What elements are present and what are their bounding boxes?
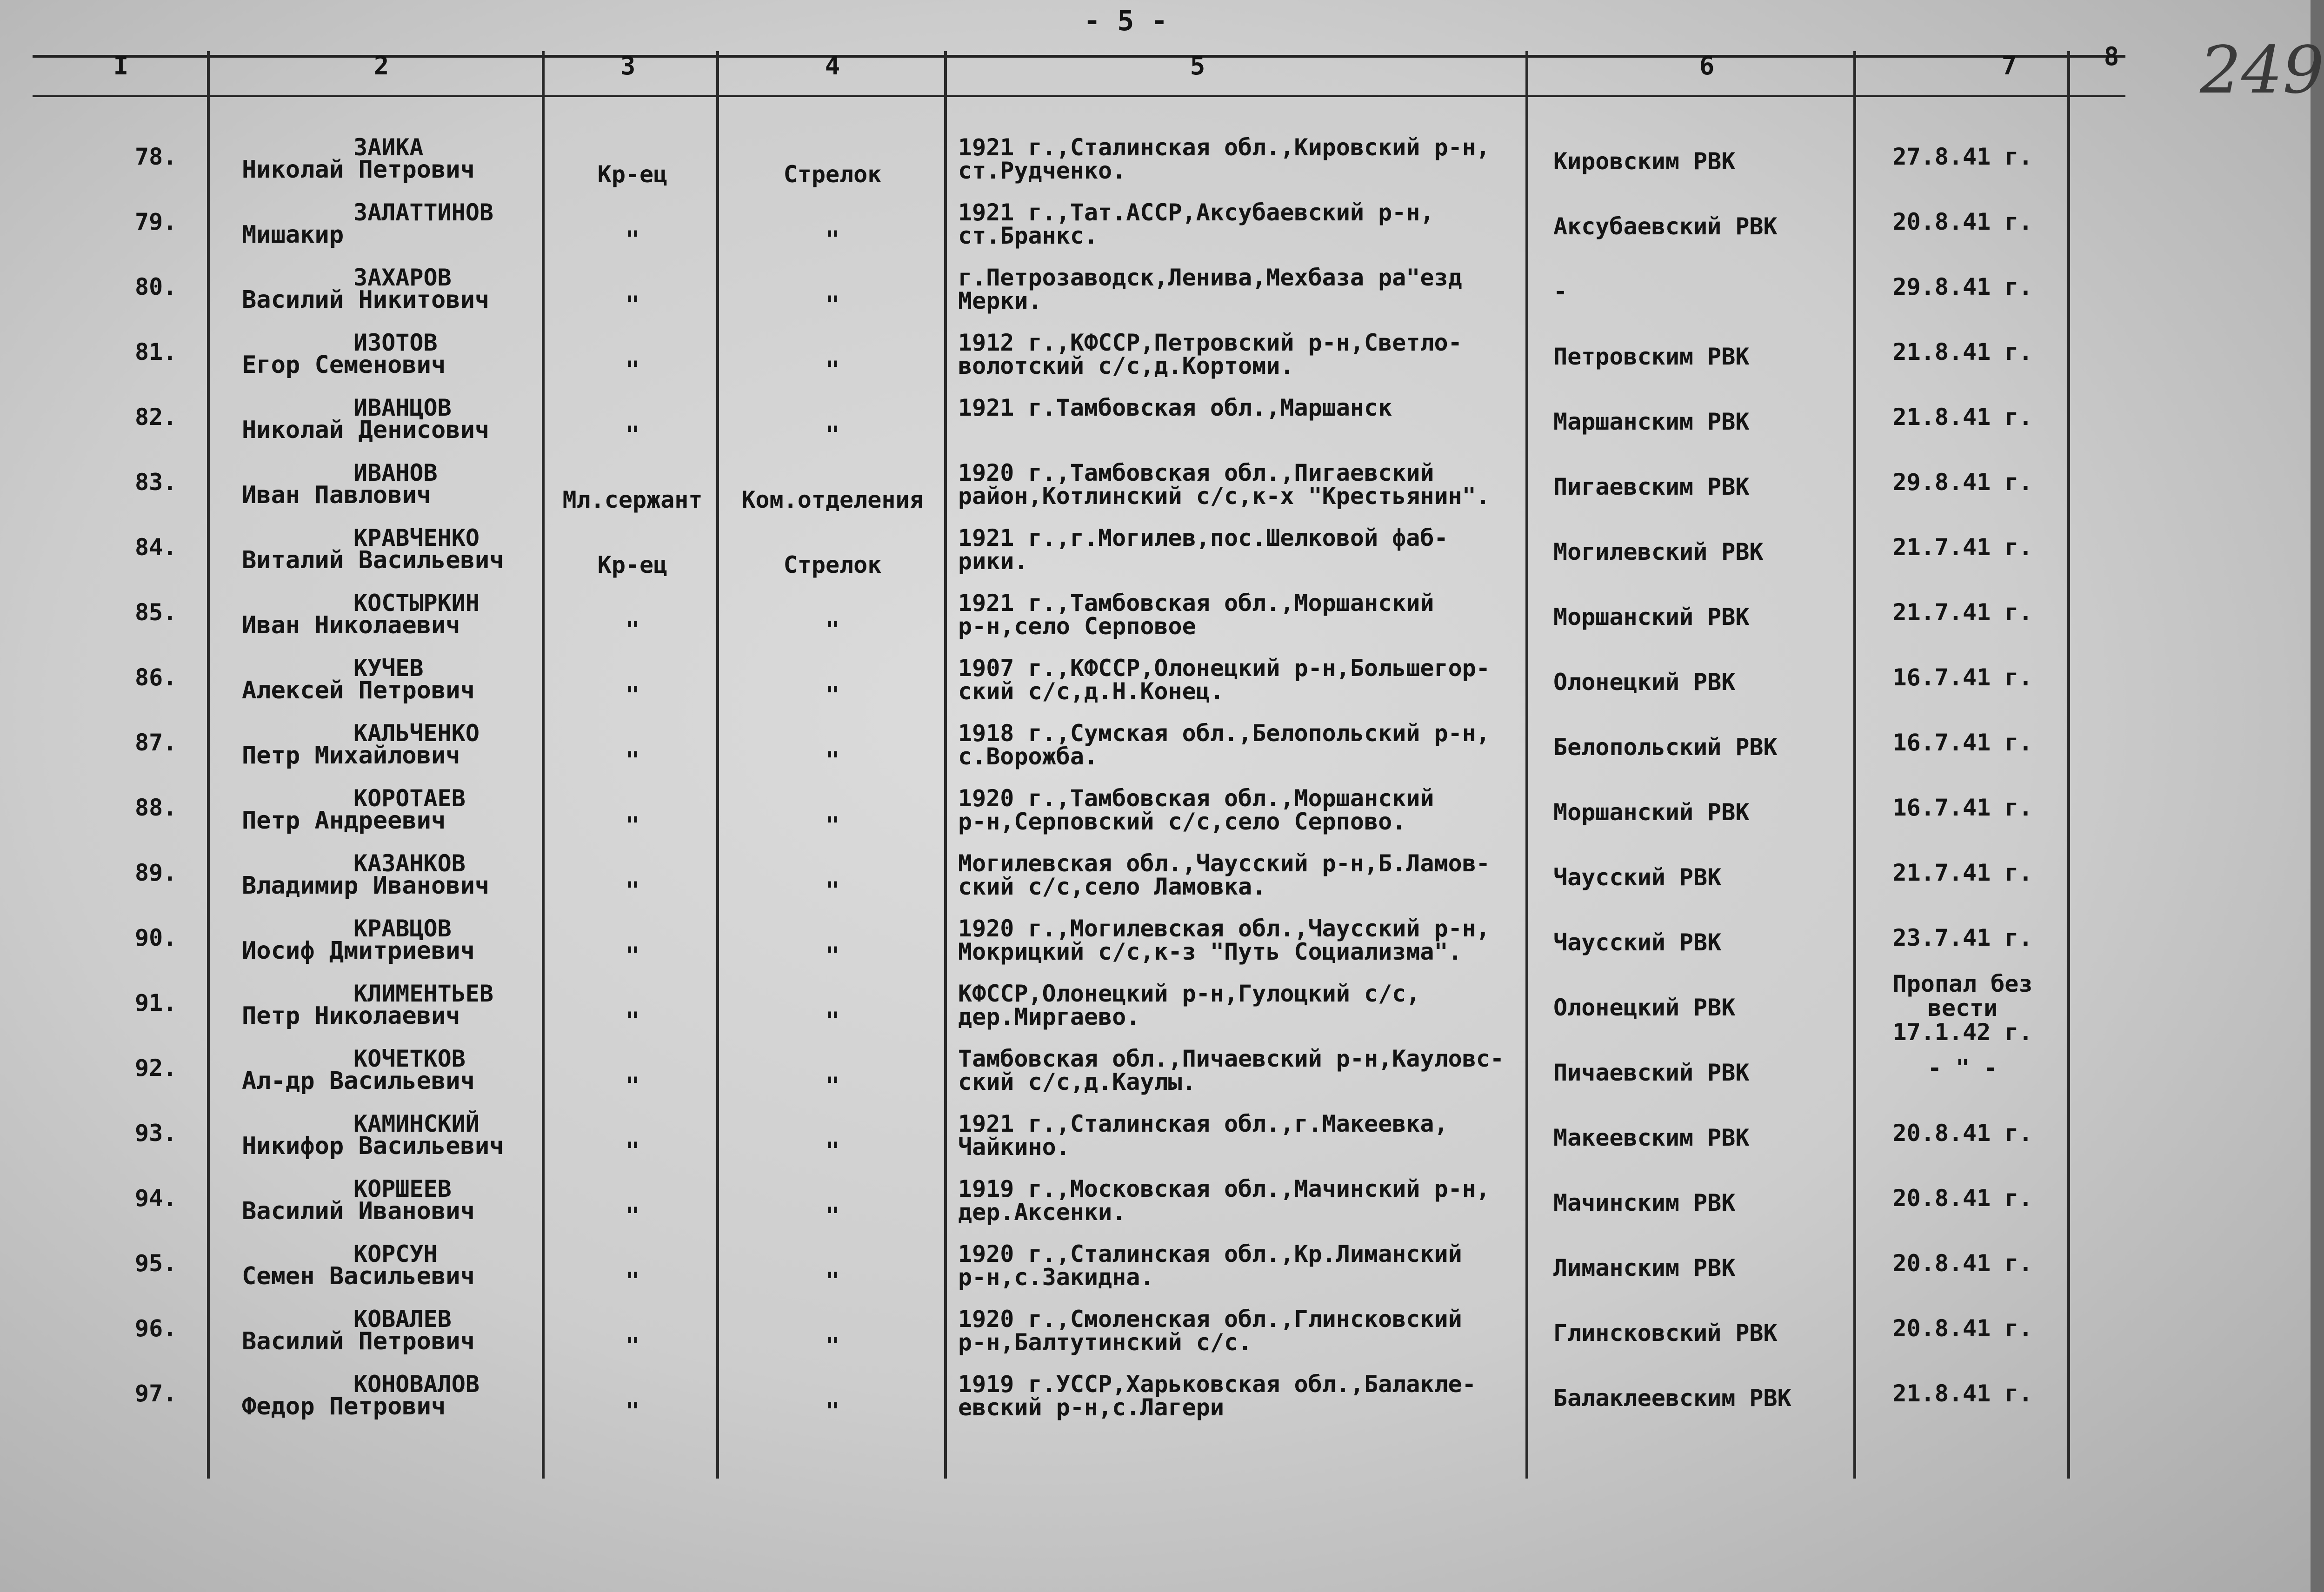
post: " [825,1398,840,1425]
birth-address-line2: район,Котлинский с/с,к-х "Крестьянин". [958,483,1490,510]
row-number: 93. [135,1120,177,1147]
post: " [825,1007,840,1034]
date-line: Пропал без [1892,970,2033,997]
birth-address-line2: дер.Миргаево. [958,1003,1140,1030]
rank: " [625,747,640,774]
birth-address-line2: р-н,село Серповое [958,613,1196,640]
column-divider-5 [1525,51,1528,1479]
draft-office: Балаклеевским РВК [1553,1385,1791,1412]
birth-address-line1: 1920 г.,Могилевская обл.,Чаусский р-н, [958,915,1490,942]
birth-address-line1: 1921 г.,Тат.АССР,Аксубаевский р-н, [958,199,1434,226]
draft-office: Петровским РВК [1553,343,1750,370]
birth-address-line2: ст.Рудченко. [958,157,1126,184]
birth-address-line2: с.Ворожба. [958,743,1099,770]
rank: " [625,1333,640,1360]
row-number: 78. [135,143,177,170]
rank: " [625,942,640,969]
birth-address-line1: 1907 г.,КФССР,Олонецкий р-н,Большегор- [958,655,1490,682]
given-name: Иван Николаевич [242,611,460,639]
birth-address-line1: 1921 г.,Тамбовская обл.,Моршанский [958,590,1434,617]
row-number: 80. [135,273,177,300]
rank: " [625,877,640,904]
date: 29.8.41 г. [1892,469,2033,496]
post: " [825,356,840,383]
birth-address-line1: Могилевская обл.,Чаусский р-н,Б.Ламов- [958,850,1490,877]
birth-address-line1: 1921 г.,г.Могилев,пос.Шелковой фаб- [958,524,1448,551]
draft-office: Маршанским РВК [1553,408,1750,435]
given-name: Семен Васильевич [242,1262,475,1290]
column-divider-1 [207,51,210,1479]
date: 21.8.41 г. [1892,404,2033,431]
post: " [825,1202,840,1229]
post: " [825,682,840,709]
date: 21.8.41 г. [1892,338,2033,365]
row-number: 84. [135,534,177,561]
row-number: 90. [135,924,177,951]
rank: Мл.сержант [562,486,703,513]
rank: " [625,291,640,318]
draft-office: Олонецкий РВК [1553,669,1736,696]
column-header-3: 3 [620,51,636,80]
surname: КОРШЕЕВ [353,1175,452,1202]
post: " [825,747,840,774]
birth-address-line2: волотский с/с,д.Кортоми. [958,352,1294,379]
row-number: 88. [135,794,177,821]
post: " [825,617,840,643]
date [1865,972,2060,1044]
birth-address-line2: Чайкино. [958,1134,1070,1161]
row-number: 92. [135,1055,177,1081]
birth-address-line1: Тамбовская обл.,Пичаевский р-н,Кауловс- [958,1045,1504,1072]
given-name: Иван Павлович [242,481,431,509]
row-number: 85. [135,599,177,626]
given-name: Виталий Васильевич [242,546,504,574]
surname: ЗАЛАТТИНОВ [353,199,494,226]
birth-address-line1: 1919 г.УССР,Харьковская обл.,Балаклe- [958,1371,1476,1398]
surname: КОНОВАЛОВ [353,1371,479,1398]
draft-office: Аксубаевский РВК [1553,213,1778,240]
column-header-7: 7 [2001,51,2017,80]
birth-address-line1: 1920 г.,Сталинская обл.,Кр.Лиманский [958,1240,1462,1267]
birth-address-line1: 1920 г.,Тамбовская обл.,Моршанский [958,785,1434,812]
birth-address-line2: р-н,Балтутинский с/с. [958,1329,1252,1356]
date: 21.7.41 г. [1892,599,2033,626]
post: Ком.отделения [741,486,924,513]
post: " [825,1333,840,1360]
given-name: Василий Никитович [242,286,490,314]
birth-address-line1: 1921 г.Тамбовская обл.,Маршанск [958,394,1392,421]
birth-address-line2: рики. [958,548,1028,575]
surname: ЗАХАРОВ [353,264,452,291]
column-divider-4 [944,51,947,1479]
given-name: Николай Петрович [242,156,475,184]
given-name: Владимир Иванович [242,872,490,900]
given-name: Алексей Петрович [242,677,475,704]
post: " [825,1267,840,1294]
surname: КАЛЬЧЕНКО [353,720,479,747]
date: 20.8.41 г. [1892,208,2033,235]
rank: " [625,1398,640,1425]
birth-address-line2: р-н,с.Закидна. [958,1264,1154,1291]
rank: " [625,617,640,643]
birth-address-line2: ст.Бранкс. [958,222,1099,249]
date: 21.8.41 г. [1892,1380,2033,1407]
date: 20.8.41 г. [1892,1185,2033,1212]
birth-address-line1: 1920 г.,Смоленская обл.,Глинсковский [958,1306,1462,1333]
row-number: 96. [135,1315,177,1342]
column-header-5: 5 [1190,51,1205,80]
rank: Кр-ец [597,161,668,188]
rank: " [625,1202,640,1229]
row-number: 83. [135,469,177,496]
post: " [825,812,840,839]
post: " [825,1137,840,1164]
post: Стрелок [783,161,882,188]
surname: КРАВЧЕНКО [353,524,479,551]
surname: КОРОТАЕВ [353,785,466,812]
surname: КОВАЛЕВ [353,1306,452,1333]
given-name: Никифор Васильевич [242,1132,504,1160]
given-name: Николай Денисович [242,416,490,444]
row-number: 91. [135,989,177,1016]
column-divider-2 [542,51,545,1479]
post: " [825,421,840,448]
row-number: 97. [135,1380,177,1407]
given-name: Федор Петрович [242,1393,446,1420]
rank: " [625,682,640,709]
post: " [825,226,840,253]
rank: " [625,226,640,253]
post: Стрелок [783,551,882,578]
birth-address-line2: Мокрицкий с/с,к-з "Путь Социализма". [958,938,1462,965]
rank: " [625,1267,640,1294]
post: " [825,1072,840,1099]
birth-address-line2: ский с/с,д.Н.Конец. [958,678,1224,705]
given-name: Иосиф Дмитриевич [242,937,475,965]
row-number: 86. [135,664,177,691]
draft-office: Могилевский РВК [1553,538,1764,565]
date: 20.8.41 г. [1892,1315,2033,1342]
birth-address-line2: ский с/с,д.Каулы. [958,1068,1196,1095]
rank: " [625,1072,640,1099]
row-number: 89. [135,859,177,886]
surname: КОСТЫРКИН [353,590,479,617]
given-name: Мишакир [242,221,344,249]
column-header-6: 6 [1699,51,1715,80]
given-name: Петр Михайлович [242,742,460,769]
row-number: 82. [135,404,177,431]
date: 21.7.41 г. [1892,534,2033,561]
birth-address-line1: 1912 г.,КФССР,Петровский р-н,Светло- [958,329,1462,356]
draft-office: Мачинским РВК [1553,1189,1736,1216]
rank: " [625,1007,640,1034]
date: 21.7.41 г. [1892,859,2033,886]
post: " [825,291,840,318]
header-bottom-rule [33,95,2125,97]
column-divider-3 [716,51,719,1479]
column-header-2: 2 [373,51,389,80]
header-top-rule [33,55,2125,58]
rank: Кр-ец [597,551,668,578]
draft-office: Глинсковский РВК [1553,1320,1778,1347]
surname: ИВАНЦОВ [353,394,452,421]
draft-office: Лиманским РВК [1553,1254,1736,1281]
rank: " [625,356,640,383]
given-name: Петр Андреевич [242,807,446,835]
surname: ИВАНОВ [353,459,438,486]
rank: " [625,421,640,448]
date: 16.7.41 г. [1892,729,2033,756]
date-line: вести [1927,995,1998,1022]
row-number: 81. [135,338,177,365]
row-number: 87. [135,729,177,756]
surname: ЗАИКА [353,134,424,161]
row-number: 94. [135,1185,177,1212]
draft-office: Пигаевским РВК [1553,473,1750,500]
column-header-4: 4 [825,51,840,80]
date: - " - [1927,1055,1998,1081]
draft-office: Моршанский РВК [1553,604,1750,630]
row-number: 95. [135,1250,177,1277]
date: 16.7.41 г. [1892,794,2033,821]
draft-office: Олонецкий РВК [1553,994,1736,1021]
given-name: Василий Иванович [242,1197,475,1225]
date: 29.8.41 г. [1892,273,2033,300]
post: " [825,942,840,969]
birth-address-line1: 1920 г.,Тамбовская обл.,Пигаевский [958,459,1434,486]
birth-address-line2: ский с/с,село Ламовка. [958,873,1266,900]
surname: КОРСУН [353,1240,438,1267]
surname: КАМИНСКИЙ [353,1110,479,1137]
page-number: - 5 - [1084,5,1168,37]
given-name: Ал-др Васильевич [242,1067,475,1095]
column-header-8: 8 [2104,42,2119,71]
draft-office: Чаусский РВК [1553,864,1722,891]
birth-address-line1: 1921 г.,Сталинская обл.,Кировский р-н, [958,134,1490,161]
given-name: Петр Николаевич [242,1002,460,1030]
row-number: 79. [135,208,177,235]
birth-address-line1: 1921 г.,Сталинская обл.,г.Макеевка, [958,1110,1448,1137]
draft-office: Кировским РВК [1553,148,1736,175]
draft-office: Чаусский РВК [1553,929,1722,956]
birth-address-line1: 1919 г.,Московская обл.,Мачинский р-н, [958,1175,1490,1202]
birth-address-line2: Мерки. [958,287,1042,314]
given-name: Василий Петрович [242,1327,475,1355]
date: 20.8.41 г. [1892,1120,2033,1147]
draft-office: - [1553,278,1568,305]
date: 20.8.41 г. [1892,1250,2033,1277]
draft-office: Пичаевский РВК [1553,1059,1750,1086]
surname: КАЗАНКОВ [353,850,466,877]
rank: " [625,1137,640,1164]
birth-address-line1: КФССР,Олонецкий р-н,Гулоцкий с/с, [958,980,1420,1007]
birth-address-line2: р-н,Серповский с/с,село Серпово. [958,808,1406,835]
surname: КОЧЕТКОВ [353,1045,466,1072]
column-header-1: I [113,51,129,80]
date: 23.7.41 г. [1892,924,2033,951]
birth-address-line1: г.Петрозаводск,Ленива,Мехбаза ра"езд [958,264,1462,291]
draft-office: Макеевским РВК [1553,1124,1750,1151]
birth-address-line2: евский р-н,с.Лагери [958,1394,1224,1421]
date: 16.7.41 г. [1892,664,2033,691]
date-line: 17.1.42 г. [1892,1019,2033,1046]
archive-number: 249 [2200,33,2324,108]
column-divider-6 [1853,51,1856,1479]
draft-office: Моршанский РВК [1553,799,1750,826]
surname: КУЧЕВ [353,655,424,682]
rank: " [625,812,640,839]
surname: КЛИМЕНТЬЕВ [353,980,494,1007]
surname: ИЗОТОВ [353,329,438,356]
birth-address-line1: 1918 г.,Сумская обл.,Белопольский р-н, [958,720,1490,747]
birth-address-line2: дер.Аксенки. [958,1199,1126,1226]
date: 27.8.41 г. [1892,143,2033,170]
given-name: Егор Семенович [242,351,446,379]
post: " [825,877,840,904]
column-divider-7 [2067,51,2070,1479]
surname: КРАВЦОВ [353,915,452,942]
draft-office: Белопольский РВК [1553,734,1778,761]
